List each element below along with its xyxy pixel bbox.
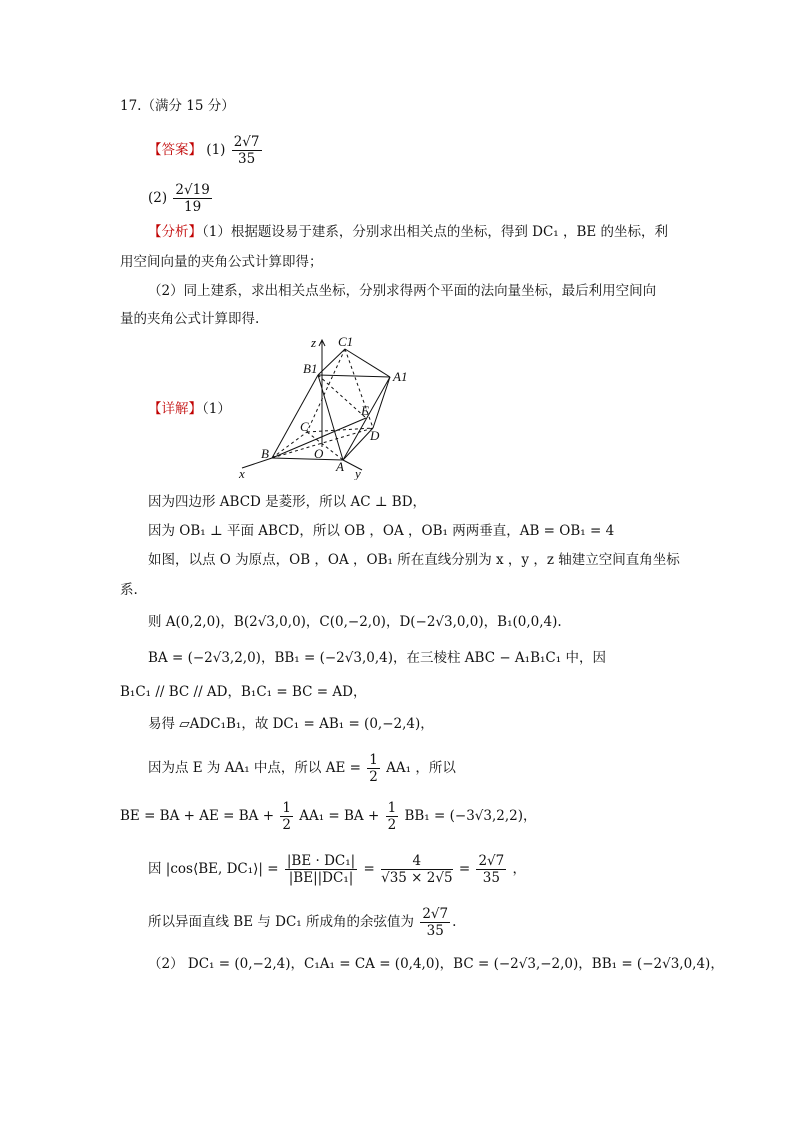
detail-line-4: 系.	[120, 582, 138, 598]
detail-line-2: 因为 OB₁ ⊥ 平面 ABCD，所以 OB ，OA ，OB₁ 两两垂直，AB = OB₁ = 4	[148, 523, 615, 539]
detail-line-13: （2） DC₁ = (0,−2,4)，C₁A₁ = CA = (0,4,0)，BC = (−2√3,−2,0)，BB₁ = (−2√3,0,4)，	[148, 956, 724, 972]
cos-eq-2: =	[458, 861, 471, 877]
edge-ba	[272, 458, 343, 460]
cos-den-2: √35 × 2√5	[381, 870, 453, 886]
cos-num-3: 2√7	[478, 853, 505, 869]
answer-tag: 【答案】	[148, 142, 202, 158]
label-b1: B1	[303, 361, 318, 376]
label-d: D	[370, 428, 380, 443]
label-z: z	[311, 335, 317, 350]
answer-part1-num: 2√7	[233, 134, 260, 150]
detail-line-9-b: AA₁ ，所以	[386, 760, 456, 776]
label-b: B	[261, 446, 269, 461]
prism-figure	[232, 330, 412, 480]
half-num: 1	[369, 752, 378, 768]
cos-den-1: |BE||DC₁|	[288, 870, 354, 886]
half-den-2: 2	[282, 817, 291, 833]
answer-part2-label: (2)	[148, 190, 168, 206]
label-c: C	[300, 419, 309, 434]
cos-eq-1: =	[363, 861, 375, 877]
half-fraction-2	[280, 800, 293, 833]
label-c1: C1	[338, 334, 354, 349]
answer-part1-den: 35	[238, 151, 256, 167]
detail-line-6: BA = (−2√3,2,0)，BB₁ = (−2√3,0,4)，在三棱柱 ABC − A₁B₁C₁ 中，因	[148, 650, 606, 666]
label-o: O	[314, 446, 324, 461]
label-a: A	[336, 459, 344, 474]
half-num-2: 1	[282, 800, 291, 816]
answer-part1-fraction	[232, 134, 262, 167]
label-e: E	[361, 403, 369, 418]
cos-end: ，	[512, 861, 527, 877]
edge-a1a	[343, 377, 390, 460]
detail-line-12-a: 所以异面直线 BE 与 DC₁ 所成角的余弦值为	[148, 914, 415, 930]
half-den-3: 2	[387, 817, 397, 833]
detail-line-10	[120, 800, 537, 833]
analysis-text-1: （1）根据题设易于建系，分别求出相关点的坐标，得到 DC₁ ，BE 的坐标，利	[202, 224, 669, 240]
label-a1: A1	[393, 369, 408, 384]
detail-line-9	[148, 752, 456, 785]
result-num: 2√7	[422, 906, 449, 922]
cos-fraction-2	[381, 853, 452, 886]
cos-fraction-3	[476, 853, 506, 886]
detail-line-3: 如图，以点 O 为原点，OB ，OA ，OB₁ 所在直线分别为 x ，y ，z 轴建立空间直角坐标	[148, 552, 680, 568]
label-y: y	[355, 466, 361, 480]
edge-c1a1	[345, 349, 390, 377]
result-end: .	[452, 914, 457, 930]
edge-b1a1	[318, 375, 390, 377]
detail-line-11	[148, 853, 526, 886]
cos-num-2: 4	[381, 853, 452, 870]
answer-part2-num: 2√19	[175, 182, 210, 198]
detail-line-10-c: BB₁ = (−3√3,2,2)，	[404, 808, 537, 824]
analysis-tag: 【分析】	[148, 224, 202, 240]
detail-line-7: B₁C₁ // BC // AD，B₁C₁ = BC = AD，	[120, 684, 367, 700]
answer-part2-fraction	[173, 182, 211, 215]
half-fraction-1	[367, 752, 380, 785]
answer-part1-label: (1)	[206, 142, 226, 158]
analysis-line-1	[148, 222, 668, 242]
analysis-line-3: （2）同上建系，求出相关点坐标，分别求得两个平面的法向量坐标，最后利用空间向	[148, 283, 657, 299]
detail-line-11-a: 因 |cos⟨BE, DC₁⟩| =	[148, 861, 279, 877]
analysis-line-4: 量的夹角公式计算即得.	[120, 311, 260, 327]
half-fraction-3	[386, 800, 399, 833]
problem-header: 17.（满分 15 分）	[120, 98, 235, 114]
edge-b1b	[272, 375, 318, 458]
cos-num-1: |BE · DC₁|	[286, 853, 356, 869]
detail-tag: 【详解】	[148, 401, 202, 417]
detail-line-1: 因为四边形 ABCD 是菱形，所以 AC ⊥ BD，	[148, 494, 427, 510]
answer-line-2	[148, 182, 214, 215]
detail-part-label: （1）	[202, 401, 231, 417]
edge-b1e	[318, 375, 366, 418]
half-den: 2	[369, 769, 378, 785]
label-x: x	[239, 466, 245, 480]
detail-line-10-b: AA₁ = BA +	[299, 808, 380, 824]
detail-line-5: 则 A(0,2,0)，B(2√3,0,0)，C(0,−2,0)，D(−2√3,0,0)，B₁(0,0,4).	[148, 614, 562, 630]
cos-fraction-1	[285, 853, 357, 886]
detail-line-12	[148, 906, 456, 939]
answer-part2-den: 19	[184, 199, 202, 215]
answer-line-1	[148, 134, 264, 167]
detail-line-8: 易得 ▱ADC₁B₁，故 DC₁ = AB₁ = (0,−2,4)，	[148, 716, 434, 732]
detail-line-9-a: 因为点 E 为 AA₁ 中点，所以 AE =	[148, 760, 361, 776]
result-fraction	[420, 906, 450, 939]
half-num-3: 1	[387, 800, 397, 816]
detail-line-10-a: BE = BA + AE = BA +	[120, 808, 275, 824]
detail-tag-line	[148, 399, 231, 419]
analysis-line-2: 用空间向量的夹角公式计算即得；	[120, 254, 323, 270]
result-den: 35	[426, 923, 444, 939]
cos-den-3: 35	[482, 870, 500, 886]
